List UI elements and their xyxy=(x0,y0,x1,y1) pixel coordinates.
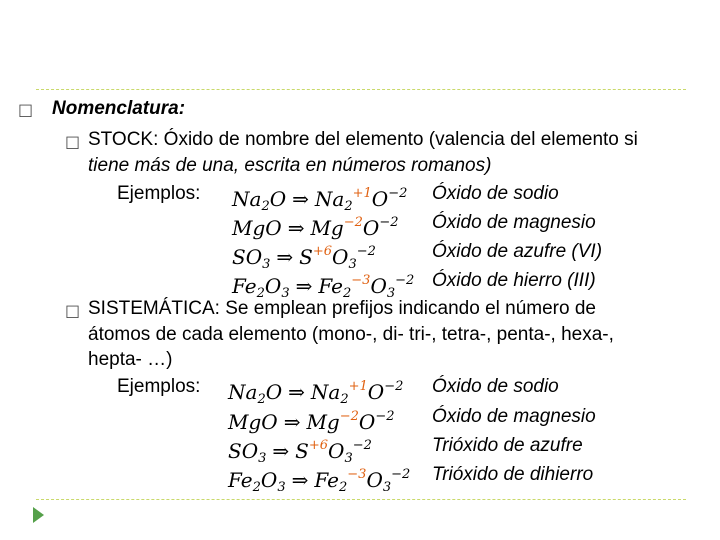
formula-so3: $SO_3$ ⇒ $S^{+6}O_3^{-2}$ xyxy=(232,244,376,272)
formula-na2o: $Na_2O$ ⇒ $Na_2^{+1}O^{-2}$ xyxy=(228,379,404,407)
systematic-line-3: hepta- …) xyxy=(88,349,173,370)
systematic-example-name: Trióxido de azufre xyxy=(432,435,583,456)
stock-example-name: Óxido de sodio xyxy=(432,183,559,204)
stock-example-name: Óxido de magnesio xyxy=(432,212,596,233)
systematic-example-name: Óxido de magnesio xyxy=(432,406,596,427)
bottom-divider xyxy=(36,499,686,500)
bullet-box-icon: □ xyxy=(65,301,81,320)
systematic-examples-label: Ejemplos: xyxy=(117,376,201,397)
formula-fe2o3: $Fe_2O_3$ ⇒ $Fe_2^{-3}O_3^{-2}$ xyxy=(228,467,411,495)
formula-so3: $SO_3$ ⇒ $S^{+6}O_3^{-2}$ xyxy=(228,438,372,466)
top-divider xyxy=(36,89,686,90)
bullet-box-icon: □ xyxy=(65,132,81,151)
next-slide-arrow-icon[interactable] xyxy=(33,507,44,523)
formula-fe2o3: $Fe_2O_3$ ⇒ $Fe_2^{-3}O_3^{-2}$ xyxy=(232,273,415,301)
systematic-example-name: Óxido de sodio xyxy=(432,376,559,397)
systematic-line-1: SISTEMÁTICA: Se emplean prefijos indicando el número de xyxy=(88,298,596,319)
stock-example-name: Óxido de azufre (VI) xyxy=(432,241,603,262)
formula-na2o: $Na_2O$ ⇒ $Na_2^{+1}O^{-2}$ xyxy=(232,186,408,214)
stock-example-name: Óxido de hierro (III) xyxy=(432,270,596,291)
systematic-line-2: átomos de cada elemento (mono-, di- tri-, tetra-, penta-, hexa-, xyxy=(88,324,614,345)
stock-examples-label: Ejemplos: xyxy=(117,183,201,204)
bullet-box-icon: □ xyxy=(18,100,34,119)
systematic-example-name: Trióxido de dihierro xyxy=(432,464,594,485)
formula-mgo: MgO ⇒ $Mg^{-2}O^{-2}$ xyxy=(232,215,399,240)
stock-line-1: STOCK: Óxido de nombre del elemento (valencia del elemento si xyxy=(88,129,638,150)
slide-heading: Nomenclatura: xyxy=(52,98,186,119)
stock-line-2: tiene más de una, escrita en números romanos) xyxy=(88,155,492,176)
formula-mgo: MgO ⇒ $Mg^{-2}O^{-2}$ xyxy=(228,409,395,434)
